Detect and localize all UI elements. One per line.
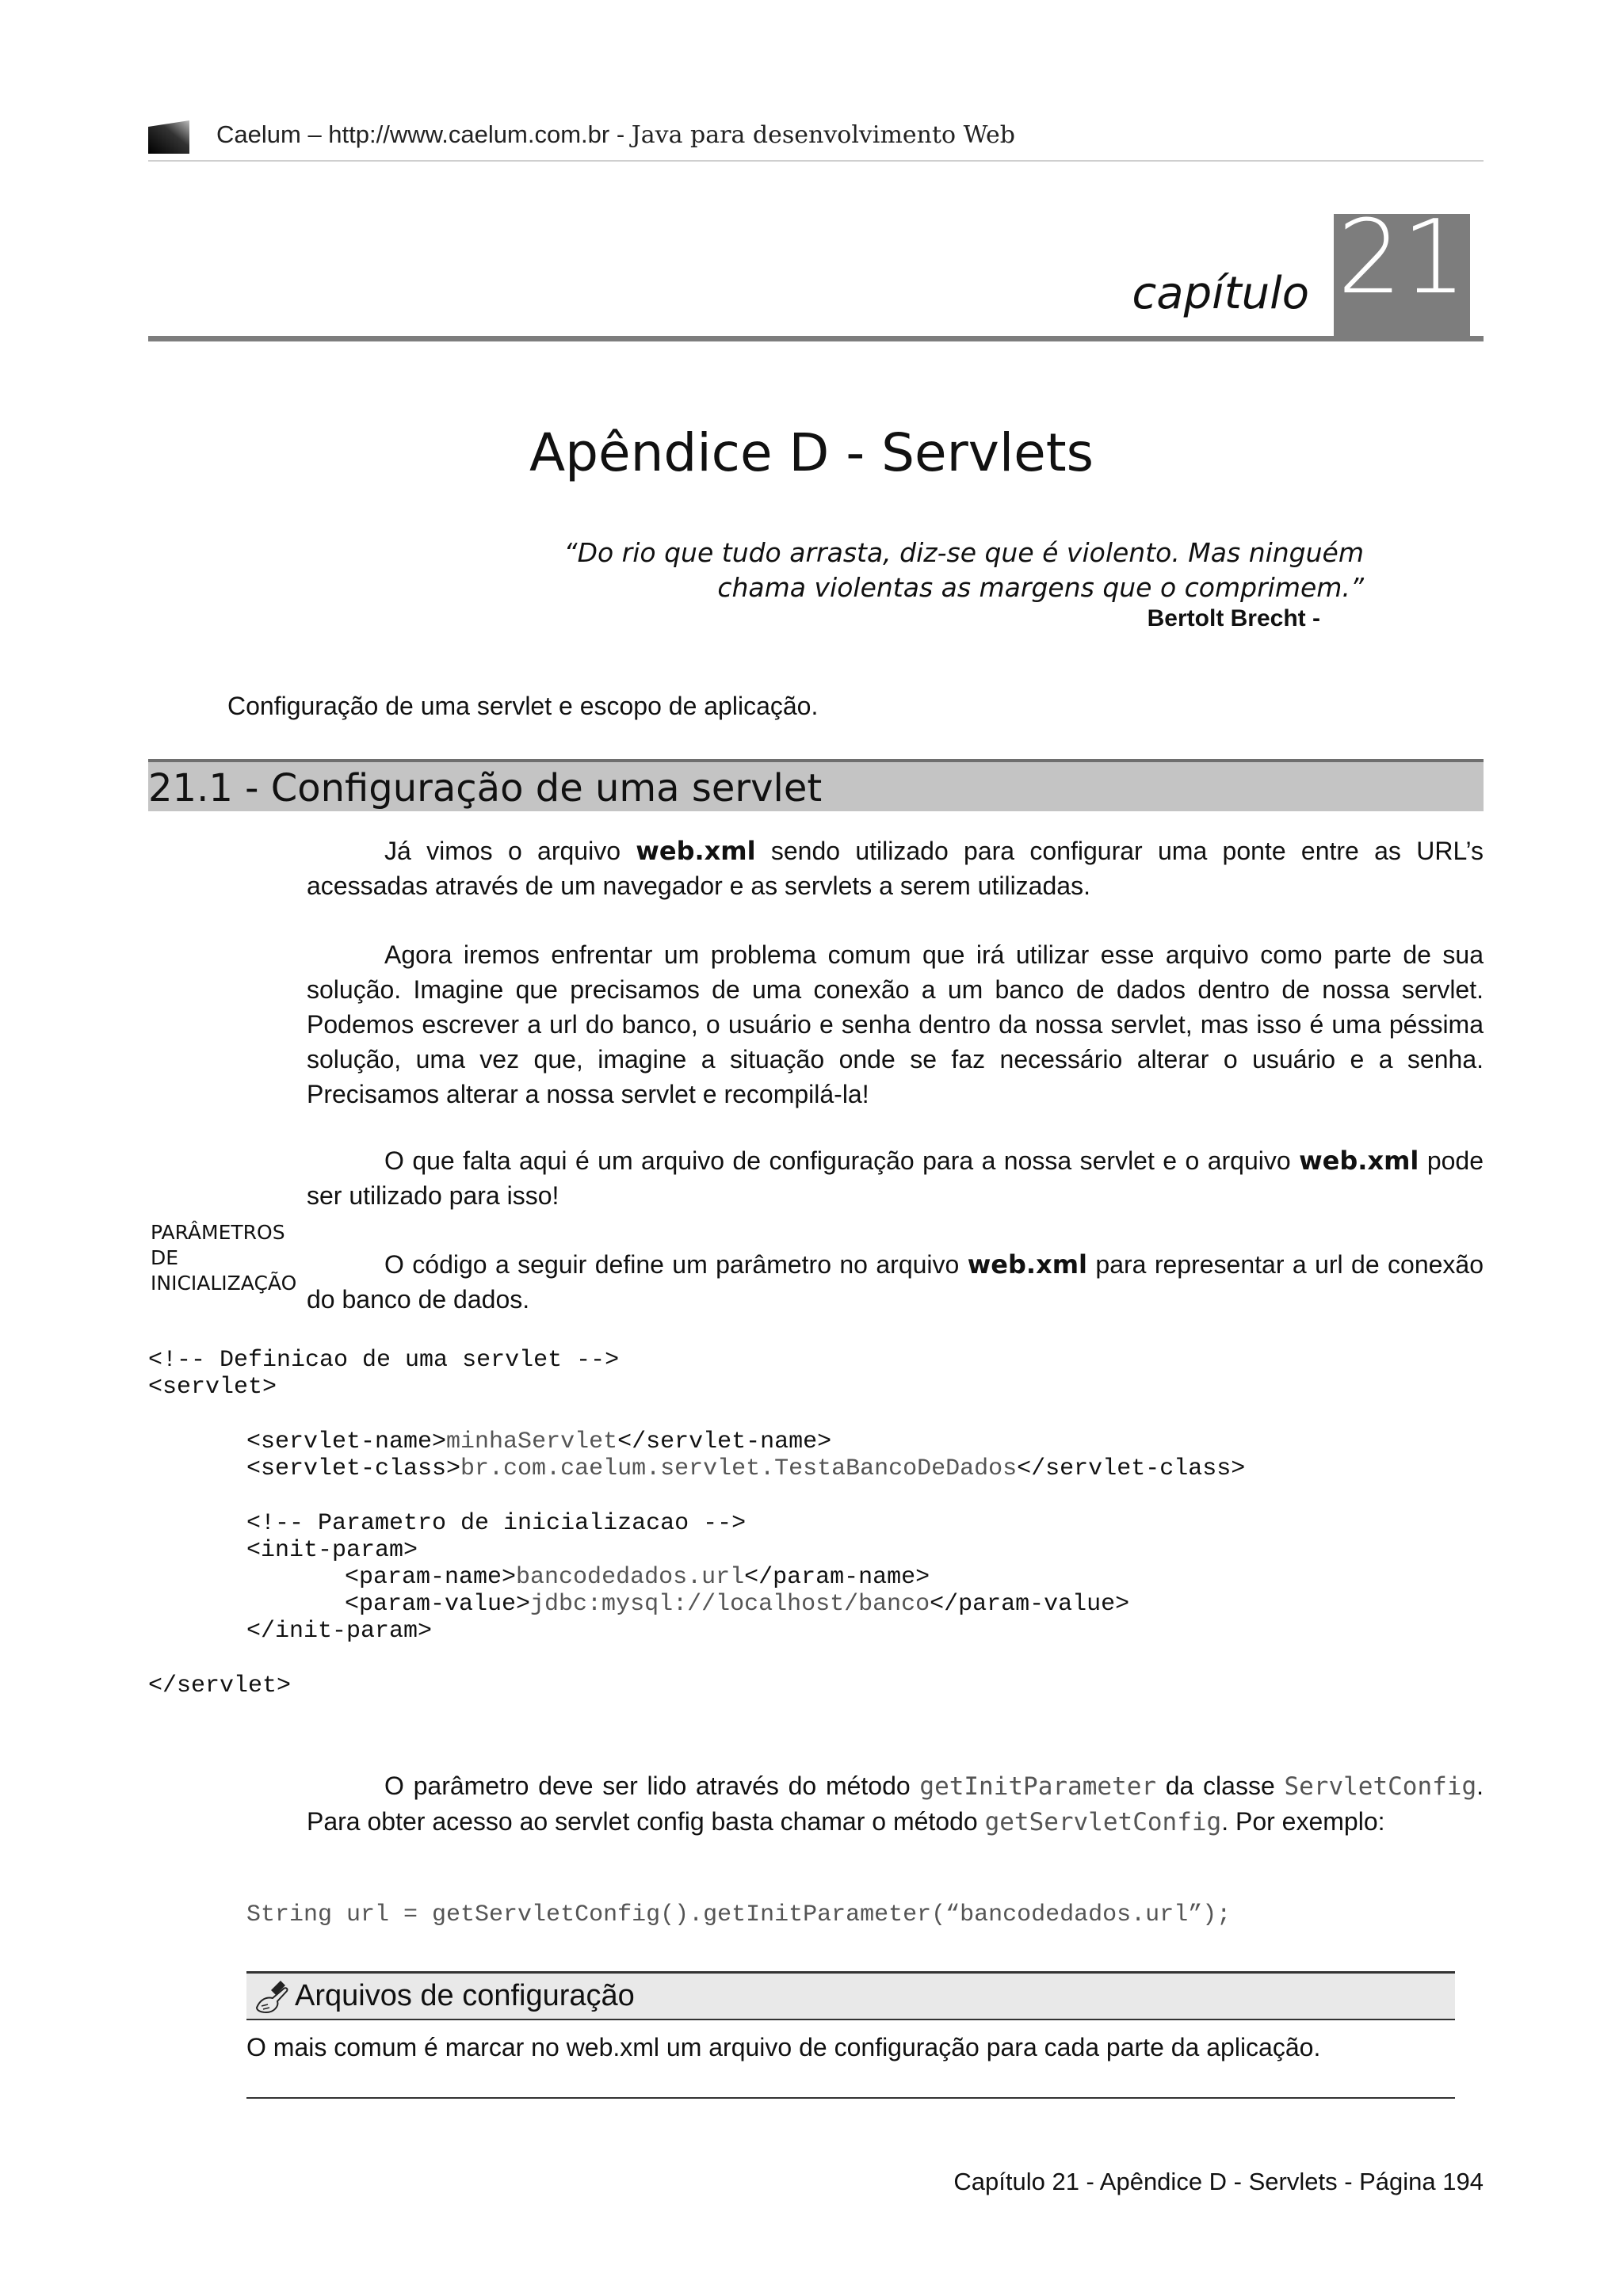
p5-method-getservletconfig: getServletConfig xyxy=(984,1808,1222,1836)
code-value: minhaServlet xyxy=(446,1428,618,1455)
chapter-word: capítulo xyxy=(1132,268,1309,319)
code-value: br.com.caelum.servlet.TestaBancoDeDados xyxy=(460,1455,1018,1482)
code-line-10: </servlet> xyxy=(148,1672,292,1699)
margin-note-line-2: DE xyxy=(151,1246,179,1269)
page-header xyxy=(148,119,1484,162)
p1-webxml: web.xml xyxy=(636,836,756,866)
header-separator: - xyxy=(609,120,632,148)
chapter-intro: Configuração de uma servlet e escopo de aplicação. xyxy=(227,692,819,720)
note-title: Arquivos de configuração xyxy=(295,1979,635,2012)
code-tag: <servlet-name> xyxy=(246,1428,447,1455)
code-line-7 xyxy=(345,1564,930,1591)
page-footer: Capítulo 21 - Apêndice D - Servlets - Página 194 xyxy=(953,2168,1484,2195)
margin-note-line-1: PARÂMETROS xyxy=(151,1221,285,1244)
paragraph-3 xyxy=(307,1143,1484,1213)
code-line-6: <init-param> xyxy=(246,1537,418,1564)
code-line-4 xyxy=(246,1455,1245,1482)
paragraph-1 xyxy=(307,833,1484,903)
code-tag: </servlet-name> xyxy=(617,1428,832,1455)
p5-text-g: . Por exemplo: xyxy=(1221,1807,1385,1836)
code-tag: </servlet-class> xyxy=(1017,1455,1246,1482)
p4-webxml: web.xml xyxy=(967,1249,1088,1280)
pen-hand-icon xyxy=(252,1976,293,2017)
header-url[interactable]: http://www.caelum.com.br xyxy=(328,120,610,148)
code-tag: <param-value> xyxy=(345,1591,531,1618)
p5-text-e: . Para obter acesso ao servlet config basta chamar o método xyxy=(307,1772,1484,1836)
header-company: Caelum xyxy=(216,120,301,148)
code-line-2: <servlet> xyxy=(148,1374,277,1401)
epigraph-quote xyxy=(413,536,1364,605)
code-line-8 xyxy=(345,1591,1129,1618)
p3-webxml: web.xml xyxy=(1299,1146,1419,1176)
p3-text-a: O que falta aqui é um arquivo de configuração para a nossa servlet e o arquivo xyxy=(384,1146,1300,1175)
code-tag: </param-value> xyxy=(930,1591,1130,1618)
note-bottom-rule xyxy=(246,2097,1455,2099)
note-body: O mais comum é marcar no web.xml um arquivo de configuração para cada parte da aplicação. xyxy=(246,2033,1321,2061)
paragraph-4 xyxy=(307,1247,1484,1317)
caelum-logo-icon xyxy=(148,120,189,154)
code-value: jdbc:mysql://localhost/banco xyxy=(530,1591,930,1618)
chapter-rule xyxy=(148,336,1484,341)
section-title: 21.1 - Configuração de uma servlet xyxy=(148,766,823,810)
p5-text-a: O parâmetro deve ser lido através do método xyxy=(384,1772,920,1800)
p1-text-c: sendo utilizado para configurar uma ponte entre as URL’s acessadas através de um navegador e as servlets a serem utilizadas. xyxy=(307,837,1484,900)
code-line-3 xyxy=(246,1428,831,1455)
paragraph-2 xyxy=(307,937,1484,1112)
code-line-9: </init-param> xyxy=(246,1618,433,1645)
header-course: Java para desenvolvimento Web xyxy=(631,121,1015,149)
page-title: Apêndice D - Servlets xyxy=(529,422,1094,483)
code-tag: <servlet-class> xyxy=(246,1455,461,1482)
code-java-line: String url = getServletConfig().getInitParameter(“bancodedados.url”); xyxy=(246,1901,1232,1928)
code-value: bancodedados.url xyxy=(516,1564,745,1591)
header-dash: – xyxy=(300,120,329,148)
epigraph-author: Bertolt Brecht - xyxy=(1147,605,1320,631)
p2-text: Agora iremos enfrentar um problema comum que irá utilizar esse arquivo como parte de sua solução. Imagine que precisamos de uma conexão a um banco de dados dentro de nossa servlet. Podemos escrever a url do banco, o usuário e senha dentro da nossa servlet, mas isso é uma péssima solução, uma vez que, imagine a situação onde se faz necessário alterar o usuário e a senha. Precisamos alterar a nossa servlet e recompilá-la! xyxy=(307,940,1484,1108)
epigraph-line-2: chama violentas as margens que o comprimem.” xyxy=(717,572,1364,603)
code-tag: <param-name> xyxy=(345,1564,517,1591)
margin-note xyxy=(151,1220,296,1296)
header-text xyxy=(216,120,1015,149)
p4-text-a: O código a seguir define um parâmetro no arquivo xyxy=(384,1250,968,1279)
chapter-number: 21 xyxy=(1337,199,1467,317)
code-line-5: <!-- Parametro de inicializacao --> xyxy=(246,1510,747,1537)
p3-text-c: pode ser utilizado para isso! xyxy=(307,1146,1484,1210)
p5-text-c: da classe xyxy=(1156,1772,1285,1800)
p4-text-c: para representar a url de conexão do banco de dados. xyxy=(307,1250,1484,1314)
p5-class-servletconfig: ServletConfig xyxy=(1284,1772,1477,1801)
epigraph-line-1: “Do rio que tudo arrasta, diz-se que é violento. Mas ninguém xyxy=(563,537,1364,568)
paragraph-5 xyxy=(307,1768,1484,1840)
margin-note-line-3: INICIALIZAÇÃO xyxy=(151,1272,297,1295)
code-line-1: <!-- Definicao de uma servlet --> xyxy=(148,1347,620,1374)
p5-method-getinitparameter: getInitParameter xyxy=(919,1772,1157,1801)
p1-text-a: Já vimos o arquivo xyxy=(384,837,636,865)
code-tag: </param-name> xyxy=(744,1564,930,1591)
